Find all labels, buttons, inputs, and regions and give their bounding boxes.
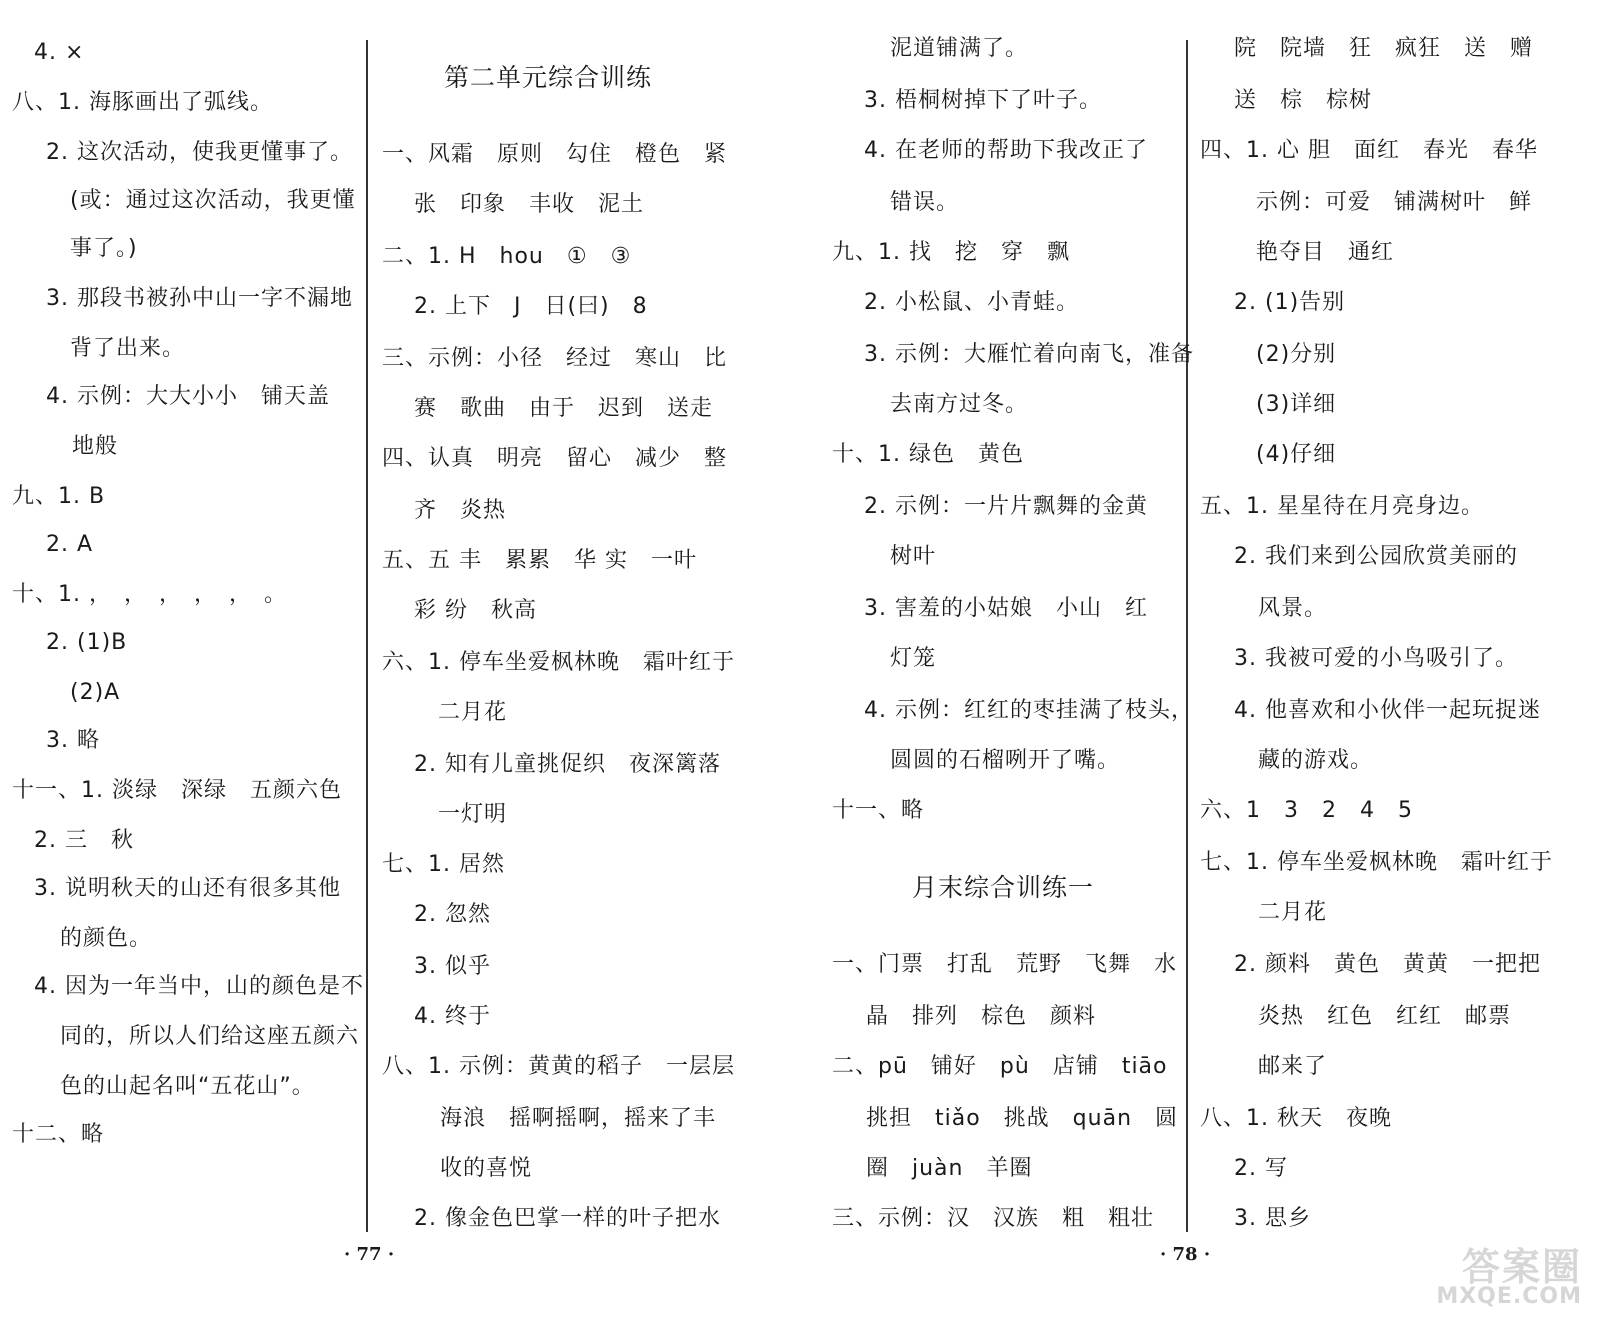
answer-line: 九、1. 找 挖 穿 飘 bbox=[832, 240, 1070, 265]
answer-line: 十一、1. 淡绿 深绿 五颜六色 bbox=[12, 778, 342, 803]
answer-line: 齐 炎热 bbox=[414, 498, 507, 523]
answer-line: 邮来了 bbox=[1258, 1054, 1328, 1079]
answer-line: 3. 思乡 bbox=[1234, 1206, 1311, 1231]
answer-line: 2. 写 bbox=[1234, 1156, 1288, 1181]
answer-line: 张 印象 丰收 泥土 bbox=[414, 192, 645, 217]
answer-line: 四、1. 心 胆 面红 春光 春华 bbox=[1200, 138, 1538, 163]
watermark-logo bbox=[1436, 1245, 1582, 1309]
answer-line: 2. 示例：一片片飘舞的金黄 bbox=[864, 494, 1148, 519]
answer-line: 2. 像金色巴掌一样的叶子把水 bbox=[414, 1206, 721, 1231]
answer-line: 十二、略 bbox=[12, 1122, 105, 1147]
answer-line: 2. A bbox=[46, 532, 94, 557]
answer-line: 泥道铺满了。 bbox=[890, 36, 1029, 61]
answer-line: (4)仔细 bbox=[1256, 442, 1337, 467]
answer-line: 2. 上下 J 日(曰) 8 bbox=[414, 294, 648, 319]
answer-line: 4. 因为一年当中，山的颜色是不 bbox=[34, 974, 364, 999]
answer-line: 藏的游戏。 bbox=[1258, 748, 1374, 773]
answer-line: 十一、略 bbox=[832, 798, 925, 823]
answer-line: 彩 纷 秋高 bbox=[414, 598, 537, 623]
answer-line: (2)A bbox=[70, 680, 121, 705]
answer-line: 2. 颜料 黄色 黄黄 一把把 bbox=[1234, 952, 1541, 977]
answer-line: 七、1. 停车坐爱枫林晚 霜叶红于 bbox=[1200, 850, 1553, 875]
answer-line: (或：通过这次活动，我更懂 bbox=[70, 188, 356, 213]
answer-line: (2)分别 bbox=[1256, 342, 1337, 367]
answer-line: 4. 在老师的帮助下我改正了 bbox=[864, 138, 1148, 163]
answer-line: 圈 juàn 羊圈 bbox=[866, 1156, 1033, 1181]
answer-line: 七、1. 居然 bbox=[382, 852, 505, 877]
answer-line: 二、pū 铺好 pù 店铺 tiāo bbox=[832, 1054, 1168, 1079]
answer-line: 圆圆的石榴咧开了嘴。 bbox=[890, 748, 1121, 773]
answer-line: 海浪 摇啊摇啊，摇来了丰 bbox=[440, 1106, 717, 1131]
answer-line: 2. 忽然 bbox=[414, 902, 491, 927]
answer-line: 二、1. H hou ① ③ bbox=[382, 244, 632, 269]
answer-line: 晶 排列 棕色 颜料 bbox=[866, 1004, 1097, 1029]
answer-line: 二月花 bbox=[438, 700, 508, 725]
answer-line: 3. 梧桐树掉下了叶子。 bbox=[864, 88, 1102, 113]
answer-line: 赛 歌曲 由于 迟到 送走 bbox=[414, 396, 714, 421]
answer-line: 4. 终于 bbox=[414, 1004, 491, 1029]
answer-line: 灯笼 bbox=[890, 646, 937, 671]
answer-line: 八、1. 示例：黄黄的稻子 一层层 bbox=[382, 1054, 735, 1079]
answer-line: 艳夺目 通红 bbox=[1256, 240, 1395, 265]
answer-line: 树叶 bbox=[890, 544, 937, 569]
answer-line: 色的山起名叫“五花山”。 bbox=[60, 1074, 315, 1099]
answer-line: 事了。) bbox=[70, 236, 138, 261]
answer-line: 收的喜悦 bbox=[440, 1156, 533, 1181]
answer-line: 十、1. 绿色 黄色 bbox=[832, 442, 1024, 467]
answer-line: 三、示例：小径 经过 寒山 比 bbox=[382, 346, 728, 371]
answer-line: 2. (1)B bbox=[46, 630, 128, 655]
answer-line: 八、1. 秋天 夜晚 bbox=[1200, 1106, 1392, 1131]
page-number: · 78 · bbox=[1160, 1244, 1211, 1265]
answer-line: 4. 示例：红红的枣挂满了枝头， bbox=[864, 698, 1194, 723]
answer-line: 八、1. 海豚画出了弧线。 bbox=[12, 90, 273, 115]
answer-line: 的颜色。 bbox=[60, 926, 153, 951]
answer-line: 4. × bbox=[34, 40, 85, 65]
section-title: 月末综合训练一 bbox=[912, 873, 1095, 902]
answer-line: 炎热 红色 红红 邮票 bbox=[1258, 1004, 1512, 1029]
answer-line: 错误。 bbox=[890, 190, 960, 215]
answer-line: 2. 这次活动，使我更懂事了。 bbox=[46, 140, 353, 165]
answer-line: 3. 说明秋天的山还有很多其他 bbox=[34, 876, 341, 901]
answer-line: 二月花 bbox=[1258, 900, 1328, 925]
answer-line: 五、1. 星星待在月亮身边。 bbox=[1200, 494, 1484, 519]
answer-line: 一、门票 打乱 荒野 飞舞 水 bbox=[832, 952, 1178, 977]
column-divider-right bbox=[1186, 40, 1188, 1232]
answer-line: 背了出来。 bbox=[70, 336, 186, 361]
answer-line: 院 院墙 狂 疯狂 送 赠 bbox=[1234, 36, 1534, 61]
answer-line: 3. 害羞的小姑娘 小山 红 bbox=[864, 596, 1148, 621]
answer-line: 示例：可爱 铺满树叶 鲜 bbox=[1256, 190, 1533, 215]
answer-line: 3. 示例：大雁忙着向南飞，准备 bbox=[864, 342, 1194, 367]
answer-line: 六、1 3 2 4 5 bbox=[1200, 798, 1413, 823]
answer-line: 一、风霜 原则 勾住 橙色 紧 bbox=[382, 142, 728, 167]
answer-line: 4. 他喜欢和小伙伴一起玩捉迷 bbox=[1234, 698, 1541, 723]
answer-line: 六、1. 停车坐爱枫林晚 霜叶红于 bbox=[382, 650, 735, 675]
answer-line: 风景。 bbox=[1258, 596, 1328, 621]
section-title: 第二单元综合训练 bbox=[444, 63, 653, 92]
answer-line: 三、示例：汉 汉族 粗 粗壮 bbox=[832, 1206, 1155, 1231]
answer-line: 3. 似乎 bbox=[414, 954, 491, 979]
answer-line: 2. (1)告别 bbox=[1234, 290, 1346, 315]
answer-line: 同的，所以人们给这座五颜六 bbox=[60, 1024, 360, 1049]
answer-line: 2. 三 秋 bbox=[34, 828, 134, 853]
watermark-url: MXQE.COM bbox=[1436, 1284, 1582, 1309]
answer-line: 挑担 tiǎo 挑战 quān 圆 bbox=[866, 1106, 1179, 1131]
answer-line: 五、五 丰 累累 华 实 一叶 bbox=[382, 548, 697, 573]
answer-line: 2. 我们来到公园欣赏美丽的 bbox=[1234, 544, 1518, 569]
answer-line: 2. 小松鼠、小青蛙。 bbox=[864, 290, 1079, 315]
answer-line: 地般 bbox=[72, 434, 119, 459]
answer-line: 去南方过冬。 bbox=[890, 392, 1029, 417]
answer-line: 十、1. ， ， ， ， ， 。 bbox=[12, 582, 287, 607]
answer-line: (3)详细 bbox=[1256, 392, 1337, 417]
answer-line: 一灯明 bbox=[438, 802, 508, 827]
answer-line: 3. 我被可爱的小鸟吸引了。 bbox=[1234, 646, 1518, 671]
answer-line: 2. 知有儿童挑促织 夜深篱落 bbox=[414, 752, 721, 777]
answer-line: 送 棕 棕树 bbox=[1234, 88, 1373, 113]
page-number: · 77 · bbox=[344, 1244, 395, 1265]
answer-line: 3. 略 bbox=[46, 728, 100, 753]
answer-line: 4. 示例：大大小小 铺天盖 bbox=[46, 384, 330, 409]
answer-line: 四、认真 明亮 留心 减少 整 bbox=[382, 446, 728, 471]
watermark-text: 答案圈 bbox=[1461, 1245, 1582, 1289]
answer-line: 九、1. B bbox=[12, 484, 106, 509]
column-divider-left bbox=[366, 40, 368, 1232]
answer-line: 3. 那段书被孙中山一字不漏地 bbox=[46, 286, 353, 311]
